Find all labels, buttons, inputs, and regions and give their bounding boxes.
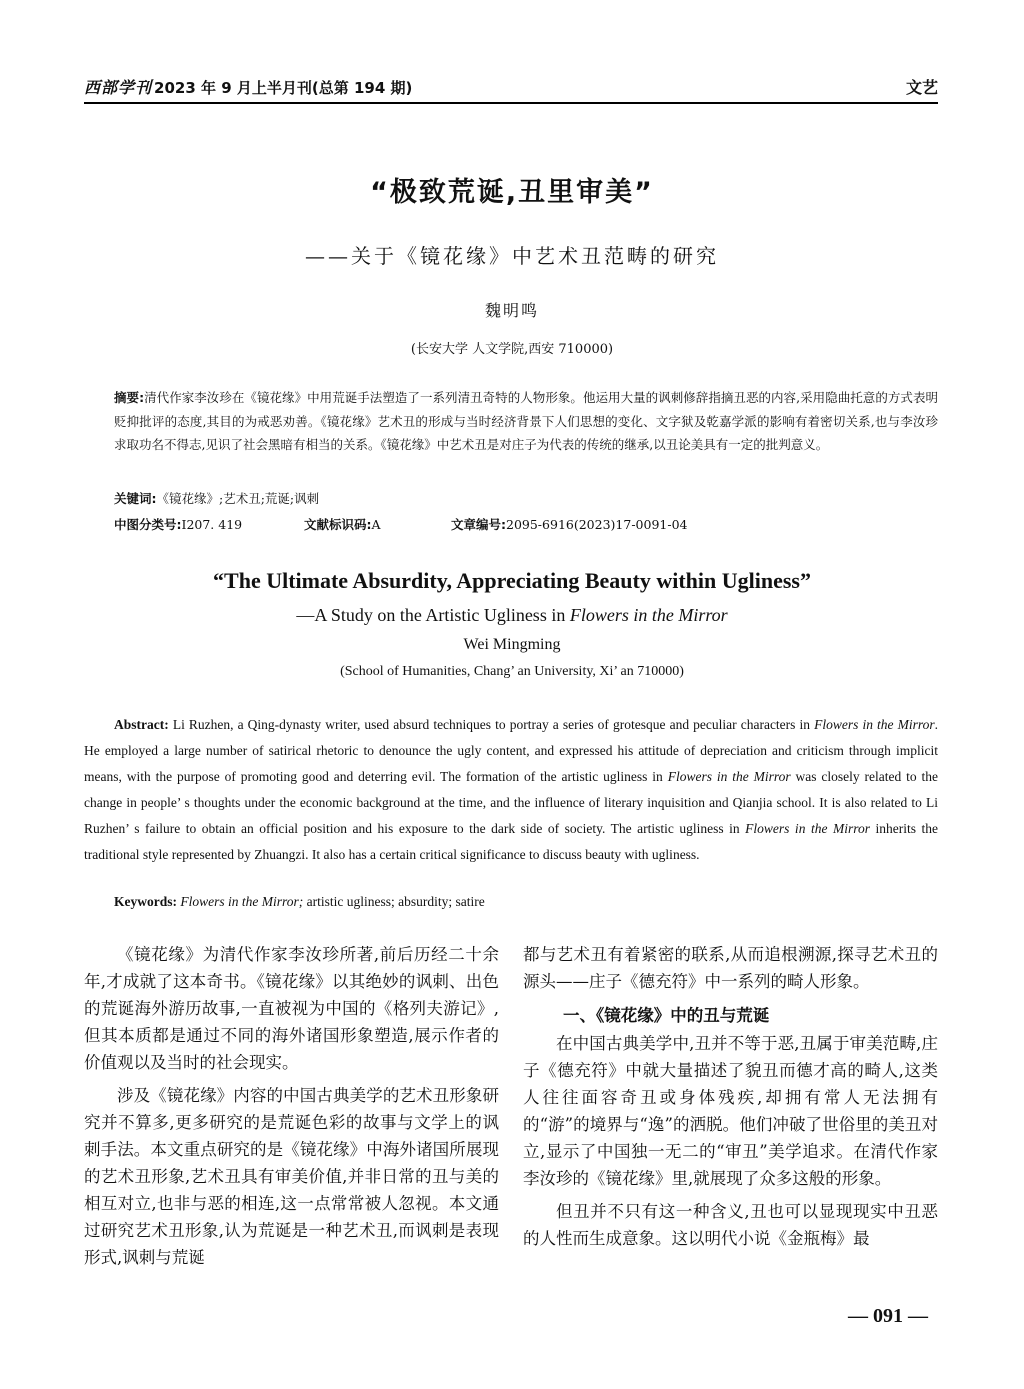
running-header: [84, 72, 938, 104]
abstract-cn: [84, 386, 938, 457]
abstract-en-book: Flowers in the Mirror: [814, 717, 935, 732]
abstract-en-book: Flowers in the Mirror: [745, 821, 870, 836]
article-number-label: 文章编号:: [451, 517, 506, 532]
section-heading: 一、《镜花缘》中的丑与荒诞: [563, 1006, 770, 1025]
subtitle-en-book: Flowers in the Mirror: [569, 605, 728, 625]
article-number-value: 2095-6916(2023)17-0091-04: [506, 517, 688, 532]
keywords-cn-label: 关键词:: [114, 491, 157, 506]
doc-code: [304, 515, 451, 533]
affiliation-cn: (长安大学 人文学院,西安 710000): [410, 342, 614, 357]
abstract-en-part: . He employed a large number of satirical rhetoric to denounce the ugly content, and expressed his attitude of depreciation and criticism through implicit means, with the purpose of promoting good and deterring evil. The formation of the artistic ugliness in: [84, 717, 938, 784]
abstract-en-part: inherits the traditional style represented by Zhuangzi. It also has a certain critical significance to discuss beauty with ugliness.: [84, 821, 938, 862]
clc-code: [114, 515, 304, 533]
abstract-en: [84, 712, 938, 868]
doc-label: 文献标识码:: [304, 517, 372, 532]
abstract-cn-body: 清代作家李汝珍在《镜花缘》中用荒诞手法塑造了一系列清丑奇特的人物形象。他运用大量的讽刺修辞指摘丑恶的内容,采用隐曲托意的方式表明贬抑批评的态度,其目的为戒恶劝善。《镜花缘》艺术丑的形成与当时经济背景下人们思想的变化、文字狱及乾嘉学派的影响有着密切关系,也与李汝珍求取功名不得志,见识了社会黑暗有相当的关系。《镜花缘》中艺术丑是对庄子为代表的传统的继承,以丑论美具有一定的批判意义。: [114, 390, 938, 452]
article-subtitle-cn: ——关于《镜花缘》中艺术丑范畴的研究: [305, 244, 719, 268]
article-subtitle-en: [0, 605, 1024, 626]
keywords-cn-text: 《镜花缘》;艺术丑;荒诞;讽刺: [156, 491, 320, 506]
abstract-en-part: Li Ruzhen, a Qing-dynasty writer, used absurd techniques to portray a series of grotesque and peculiar characters in: [168, 717, 815, 732]
author-en: Wei Mingming: [463, 636, 561, 653]
section-name: 文艺: [905, 78, 938, 97]
issue-info: 2023 年 9 月上半月刊(总第 194 期): [154, 79, 413, 97]
article-title-cn: “极致荒诞,丑里审美”: [370, 177, 654, 208]
clc-value: I207. 419: [181, 517, 243, 532]
classification-row: [114, 515, 687, 533]
body-paragraph: 《镜花缘》为清代作家李汝珍所著,前后历经二十余年,才成就了这本奇书。《镜花缘》以其绝妙的讽刺、出色的荒诞海外游历故事,一直被视为中国的《格列夫游记》,但其本质都是通过不同的海外诸国形象塑造,展示作者的价值观以及当时的社会现实。: [84, 945, 499, 1072]
abstract-cn-label: 摘要:: [114, 390, 145, 405]
body-column-right: [523, 941, 938, 1258]
article-title-en: “The Ultimate Absurdity, Appreciating Beauty within Ugliness”: [213, 568, 811, 593]
body-paragraph: 涉及《镜花缘》内容的中国古典美学的艺术丑形象研究并不算多,更多研究的是荒诞色彩的故事与文学上的讽刺手法。本文重点研究的是《镜花缘》中海外诸国所展现的艺术丑形象,艺术丑具有审美价值,并非日常的丑与美的相互对立,也非与恶的相连,这一点常常被人忽视。本文通过研究艺术丑形象,认为荒诞是一种艺术丑,而讽刺是表现形式,讽刺与荒诞: [84, 1086, 499, 1267]
body-column-left: [84, 941, 499, 1277]
abstract-en-label: Abstract:: [114, 717, 169, 732]
body-paragraph-continued: 都与艺术丑有着紧密的联系,从而追根溯源,探寻艺术丑的源头——庄子《德充符》中一系列的畸人形象。: [523, 945, 938, 991]
abstract-en-book: Flowers in the Mirror: [667, 769, 791, 784]
body-paragraph: 但丑并不只有这一种含义,丑也可以显现现实中丑恶的人性而生成意象。这以明代小说《金瓶梅》最: [523, 1202, 938, 1248]
body-paragraph: 在中国古典美学中,丑并不等于恶,丑属于审美范畴,庄子《德充符》中就大量描述了貌丑而德才高的畸人,这类人往往面容奇丑或身体残疾,却拥有常人无法拥有的“游”的境界与“逸”的洒脱。他们冲破了世俗里的美丑对立,显示了中国独一无二的“审丑”美学追求。在清代作家李汝珍的《镜花缘》里,就展现了众多这般的形象。: [523, 1034, 938, 1188]
abstract-en-part: was closely related to the change in people’ s thoughts under the economic background at the time, and the influence of literary inquisition and Qianjia school. It is also related to Li Ruzhen’ s failure to obtain an official position and his exposure to the dark side of society. The artistic ugliness in: [84, 769, 939, 836]
clc-label: 中图分类号:: [114, 517, 182, 532]
keywords-en-book: Flowers in the Mirror;: [177, 894, 304, 909]
author-cn: 魏明鸣: [484, 301, 539, 320]
running-header-left: [84, 75, 412, 98]
affiliation-en: (School of Humanities, Chang’ an University, Xi’ an 710000): [340, 664, 684, 679]
page-number: — 091 —: [848, 1305, 928, 1327]
keywords-en: [114, 894, 485, 910]
keywords-cn: [114, 489, 319, 507]
journal-name: 西部学刊: [84, 78, 153, 97]
abstract-cn-text: [84, 386, 938, 457]
keywords-en-rest: artistic ugliness; absurdity; satire: [303, 894, 485, 909]
doc-value: A: [371, 517, 381, 532]
article-number: [451, 515, 687, 533]
keywords-en-label: Keywords:: [114, 894, 177, 909]
subtitle-en-prefix: —A Study on the Artistic Ugliness in: [296, 605, 570, 625]
